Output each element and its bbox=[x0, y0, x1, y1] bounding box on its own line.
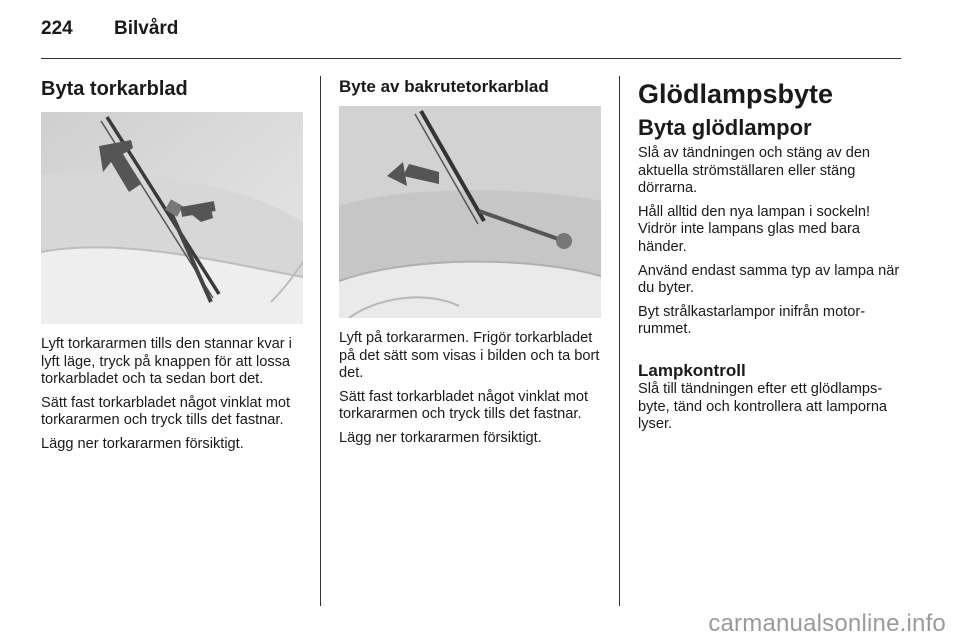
front-wiper-illustration bbox=[41, 112, 303, 324]
paragraph: Slå till tändningen efter ett glödlampsbyte, tänd och kontrollera att lamporna lyser. bbox=[638, 380, 888, 433]
paragraph: Sätt fast torkarbladet något vinklat mot torkararmen och tryck tills det fastnar. bbox=[339, 388, 589, 423]
paragraph: Lägg ner torkararmen försiktigt. bbox=[41, 435, 244, 452]
watermark: carmanualsonline.info bbox=[708, 610, 946, 637]
subsection-title-lamp-check: Lampkontroll bbox=[638, 360, 746, 380]
paragraph: Använd endast samma typ av lampa när du byter. bbox=[638, 262, 900, 297]
page-header bbox=[41, 18, 901, 46]
page-number: 224 bbox=[41, 18, 73, 39]
column-divider-2 bbox=[619, 76, 620, 606]
rear-wiper-illustration bbox=[339, 106, 601, 318]
column-front-wiper bbox=[41, 76, 303, 460]
section-title-rear-wiper: Byte av bakrutetorkarblad bbox=[339, 77, 549, 96]
subsection-title-change-bulbs: Byta glödlampor bbox=[638, 115, 812, 140]
paragraph: Håll alltid den nya lampan i sockeln! Vidrör inte lampans glas med bara händer. bbox=[638, 203, 871, 255]
paragraph: Lyft torkararmen tills den stannar kvar i lyft läge, tryck på knappen för att lossa torkarbladet och ta sedan bort det. bbox=[41, 336, 292, 388]
header-rule bbox=[41, 58, 901, 59]
chapter-title: Bilvård bbox=[114, 18, 179, 39]
column-bulb-replacement bbox=[638, 76, 902, 440]
paragraph: Slå av tändningen och stäng av den aktuella strömställaren eller stäng dörrarna. bbox=[638, 145, 871, 197]
paragraph: Byt strålkastarlampor inifrån motorrummet. bbox=[638, 303, 866, 338]
column-rear-wiper bbox=[339, 76, 603, 454]
paragraph: Lyft på torkararmen. Frigör torkarbladet på det sätt som visas i bilden och ta bort det. bbox=[339, 330, 600, 382]
column-divider-1 bbox=[320, 76, 321, 606]
paragraph: Lägg ner torkararmen försiktigt. bbox=[339, 429, 542, 446]
paragraph: Sätt fast torkarbladet något vinklat mot torkararmen och tryck tills det fastnar. bbox=[41, 394, 291, 429]
section-title-front-wiper: Byta torkarblad bbox=[41, 78, 188, 100]
section-title-bulb-replacement: Glödlampsbyte bbox=[638, 79, 834, 109]
